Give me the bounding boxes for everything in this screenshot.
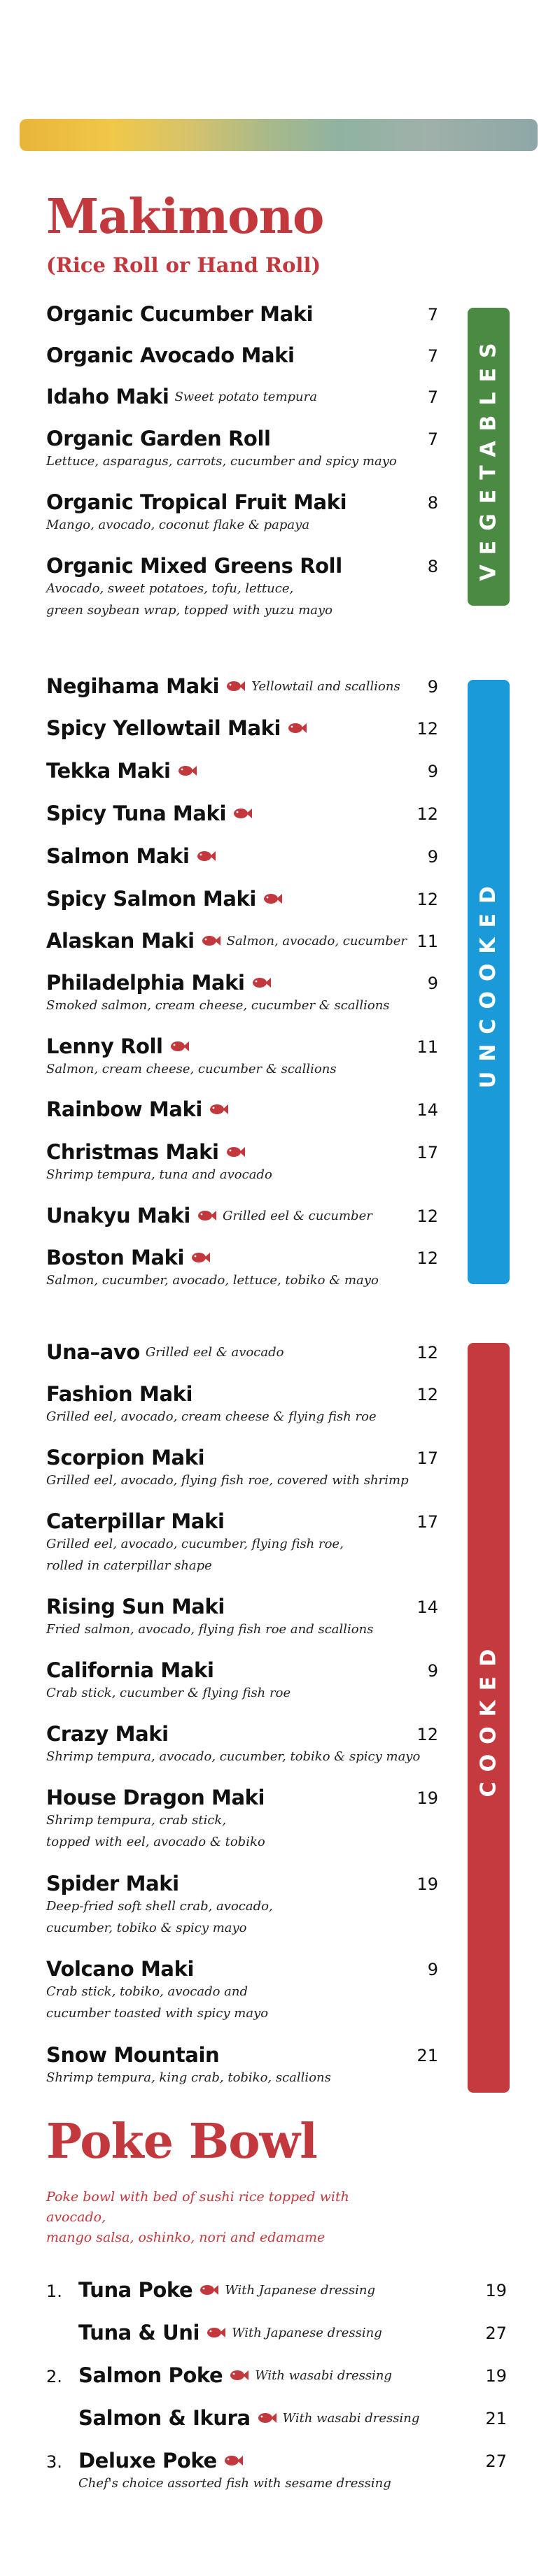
menu-item: Lenny Roll Salmon, cream cheese, cucumber & scallions 11 (46, 1034, 438, 1076)
fish-icon (262, 891, 283, 906)
menu-item: Organic Mixed Greens Roll Avocado, sweet potatoes, tofu, lettuce, green soybean wrap, topped with yuzu mayo 8 (46, 554, 438, 618)
menu-item: Rainbow Maki 14 (46, 1097, 438, 1121)
fish-icon (198, 2282, 219, 2298)
section-subtitle: (Rice Roll or Hand Roll) (46, 253, 321, 277)
item-number: 2. (46, 2367, 62, 2386)
menu-item: Unakyu Maki Grilled eel & cucumber 12 (46, 1204, 438, 1227)
menu-item: Salmon Poke With wasabi dressing 19 (78, 2363, 507, 2387)
menu-item: Spider Maki Deep-fried soft shell crab, avocado, cucumber, tobiko & spicy mayo 19 (46, 1872, 438, 1935)
menu-item: Deluxe Poke Chef's choice assorted fish with sesame dressing 27 (78, 2449, 507, 2491)
menu-item: Volcano Maki Crab stick, tobiko, avocado and cucumber toasted with spicy mayo 9 (46, 1957, 438, 2021)
fish-icon (232, 806, 253, 821)
menu-item: Idaho Maki Sweet potato tempura 7 (46, 385, 438, 408)
menu-item: Salmon & Ikura With wasabi dressing 21 (78, 2406, 507, 2430)
fish-icon (228, 2368, 249, 2383)
item-number: 1. (46, 2282, 62, 2301)
menu-item: Boston Maki Salmon, cucumber, avocado, lettuce, tobiko & mayo 12 (46, 1246, 438, 1288)
section-title-makimono: Makimono (46, 189, 324, 245)
fish-icon (256, 2410, 277, 2426)
fish-icon (190, 1250, 211, 1265)
menu-item: Caterpillar Maki Grilled eel, avocado, cucumber, flying fish roe, rolled in caterpillar shape 17 (46, 1509, 438, 1573)
category-label-cooked: COOKED (468, 1343, 510, 2093)
fish-icon (205, 2325, 226, 2340)
menu-item: Philadelphia Maki Smoked salmon, cream cheese, cucumber & scallions 9 (46, 971, 438, 1013)
menu-item: Negihama Maki Yellowtail and scallions 9 (46, 674, 438, 698)
menu-item: Una–avo Grilled eel & avocado 12 (46, 1340, 438, 1364)
fish-icon (223, 2453, 244, 2468)
menu-item: Scorpion Maki Grilled eel, avocado, flying fish roe, covered with shrimp 17 (46, 1446, 438, 1488)
menu-item: Spicy Salmon Maki 12 (46, 887, 438, 911)
item-number: 3. (46, 2452, 62, 2472)
decorative-banner (20, 119, 538, 151)
category-label-uncooked: UNCOOKED (468, 680, 510, 1284)
menu-item: Rising Sun Maki Fried salmon, avocado, flying fish roe and scallions 14 (46, 1595, 438, 1637)
fish-icon (225, 678, 246, 694)
menu-item: Tuna & Uni With Japanese dressing 27 (78, 2321, 507, 2344)
fish-icon (208, 1102, 229, 1117)
fish-icon (195, 848, 216, 864)
menu-item: Tekka Maki 9 (46, 759, 438, 783)
menu-item: House Dragon Maki Shrimp tempura, crab stick, topped with eel, avocado & tobiko 19 (46, 1786, 438, 1849)
menu-item: Crazy Maki Shrimp tempura, avocado, cucumber, tobiko & spicy mayo 12 (46, 1722, 438, 1764)
fish-icon (200, 933, 221, 948)
fish-icon (251, 975, 272, 990)
menu-item: Salmon Maki 9 (46, 844, 438, 868)
menu-item: Organic Cucumber Maki 7 (46, 302, 438, 326)
fish-icon (225, 1144, 246, 1160)
menu-item: Fashion Maki Grilled eel, avocado, cream cheese & flying fish roe 12 (46, 1382, 438, 1424)
menu-item: Alaskan Maki Salmon, avocado, cucumber 11 (46, 929, 438, 953)
menu-item: Organic Tropical Fruit Maki Mango, avocado, coconut flake & papaya 8 (46, 490, 438, 532)
section-title-poke-bowl: Poke Bowl (46, 2114, 317, 2170)
fish-icon (286, 720, 307, 736)
category-label-vegetables: VEGETABLES (468, 308, 510, 606)
menu-item: Organic Avocado Maki 7 (46, 343, 438, 367)
fish-icon (196, 1208, 217, 1223)
menu-item: Snow Mountain Shrimp tempura, king crab, tobiko, scallions 21 (46, 2043, 438, 2085)
menu-item: California Maki Crab stick, cucumber & flying fish roe 9 (46, 1658, 438, 1700)
menu-item: Spicy Yellowtail Maki 12 (46, 716, 438, 740)
section-intro: Poke bowl with bed of sushi rice topped with avocado, mango salsa, oshinko, nori and edamame (46, 2189, 349, 2245)
menu-item: Tuna Poke With Japanese dressing 19 (78, 2278, 507, 2302)
menu-item: Organic Garden Roll Lettuce, asparagus, carrots, cucumber and spicy mayo 7 (46, 427, 438, 469)
menu-item: Christmas Maki Shrimp tempura, tuna and avocado 17 (46, 1140, 438, 1182)
fish-icon (169, 1039, 190, 1054)
menu-item: Spicy Tuna Maki 12 (46, 802, 438, 825)
fish-icon (176, 763, 197, 778)
